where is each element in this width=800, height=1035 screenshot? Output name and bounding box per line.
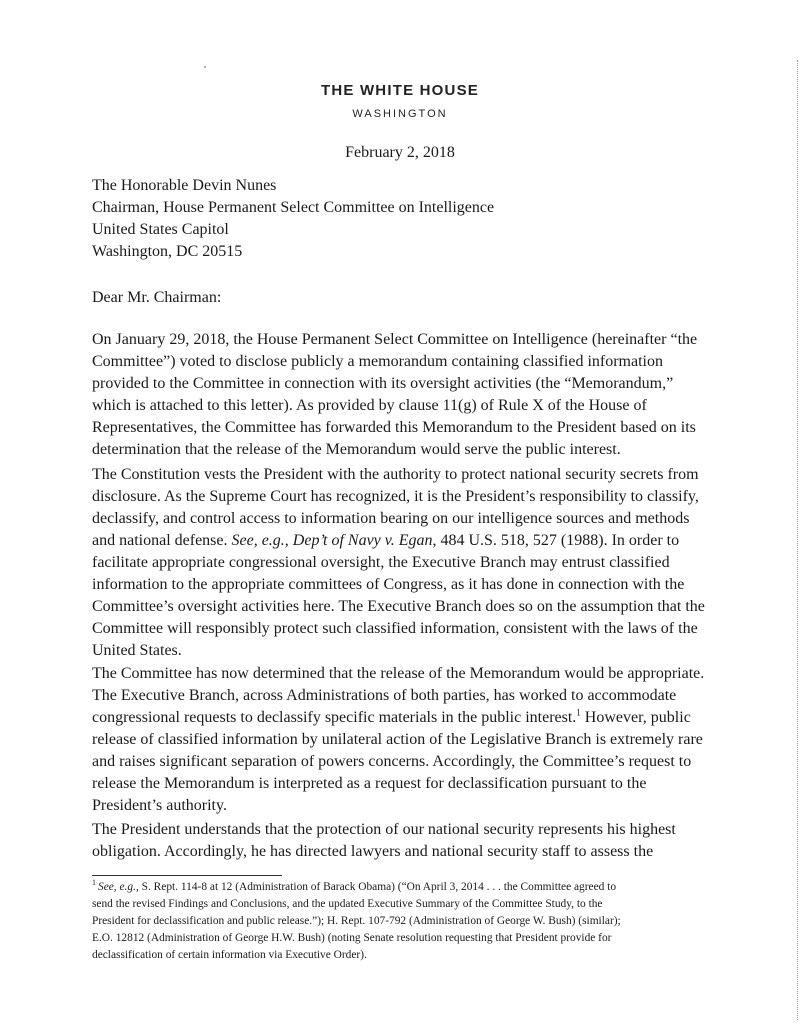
text-line: The Committee has now determined that the release of the Memorandum would be appropriate. (92, 665, 705, 682)
text-line (92, 707, 720, 729)
address-line: The Honorable Devin Nunes (92, 177, 277, 194)
text-line: send the revised Findings and Conclusions, and the updated Executive Summary of the Committee Study, to the (92, 898, 603, 910)
text-line: E.O. 12812 (Administration of George H.W. Bush) (noting Senate resolution requesting that President provide for (92, 932, 612, 944)
text-line: and raises significant separation of powers concerns. Accordingly, the Committee’s request to (92, 753, 692, 770)
text-line: Representatives, the Committee has forwarded this Memorandum to the President based on its (92, 419, 696, 436)
address-line: United States Capitol (92, 221, 229, 238)
text-span: , 484 U.S. 518, 527 (1988). In order to (432, 532, 680, 549)
text-line: which is attached to this letter). As provided by clause 11(g) of Rule X of the House of (92, 397, 647, 414)
paragraph-3 (92, 663, 720, 817)
footnote-citation: See, e.g., (98, 881, 139, 893)
letterhead-subtitle: WASHINGTON (352, 108, 448, 120)
text-line: The Constitution vests the President with the authority to protect national security secrets from (92, 466, 699, 483)
text-line: determination that the release of the Memorandum would serve the public interest. (92, 441, 621, 458)
text-span: congressional requests to declassify specific materials in the public interest. (92, 709, 577, 726)
text-line: President for declassification and public release.”); H. Rept. 107-792 (Administration of George W. Bush) (similar); (92, 915, 621, 927)
text-line: The Executive Branch, across Administrations of both parties, has worked to accommodate (92, 687, 677, 704)
text-line: disclosure. As the Supreme Court has recognized, it is the President’s responsibility to classify, (92, 488, 699, 505)
text-line: Committee’s oversight activities here. The Executive Branch does so on the assumption that the (92, 598, 705, 615)
footnote-marker: 1 (92, 878, 96, 888)
text-line: United States. (92, 642, 182, 659)
text-line: The President understands that the protection of our national security represents his highest (92, 821, 676, 838)
text-line: President’s authority. (92, 797, 227, 814)
text-line: provided to the Committee in connection with its oversight activities (the “Memorandum,” (92, 375, 674, 392)
scan-speck (204, 66, 206, 68)
text-span: S. Rept. 114-8 at 12 (Administration of Barack Obama) (“On April 3, 2014 . . . the Committee agreed to (138, 881, 617, 893)
text-line: obligation. Accordingly, he has directed lawyers and national security staff to assess the (92, 843, 654, 860)
text-span: However, public (580, 709, 691, 726)
text-line: declassify, and control access to information bearing on our intelligence sources and methods (92, 510, 690, 527)
paragraph-2 (92, 464, 720, 662)
letter-date: February 2, 2018 (345, 144, 455, 161)
text-line (92, 530, 720, 552)
text-line: Committee will responsibly protect such classified information, consistent with the laws of the (92, 620, 698, 637)
address-line: Chairman, House Permanent Select Committee on Intelligence (92, 199, 495, 216)
salutation: Dear Mr. Chairman: (92, 289, 222, 306)
text-line: declassification of certain information via Executive Order). (92, 949, 367, 961)
text-line: On January 29, 2018, the House Permanent Select Committee on Intelligence (hereinafter “the (92, 331, 698, 348)
paragraph-4 (92, 819, 720, 863)
footnote-1 (92, 879, 722, 964)
address-line: Washington, DC 20515 (92, 243, 243, 260)
scan-edge-dots (794, 60, 798, 1020)
case-citation: See, e.g., Dep’t of Navy v. Egan (231, 532, 433, 549)
text-span: and national defense. (92, 532, 232, 549)
paragraph-1 (92, 329, 720, 461)
letterhead-title: THE WHITE HOUSE (320, 82, 479, 99)
text-line: release of classified information by unilateral action of the Legislative Branch is extremely rare (92, 731, 703, 748)
text-line: facilitate appropriate congressional oversight, the Executive Branch may entrust classified (92, 554, 670, 571)
footnote-divider (92, 875, 282, 876)
recipient-address (92, 175, 712, 263)
text-line: release the Memorandum is interpreted as a request for declassification pursuant to the (92, 775, 647, 792)
text-line (92, 879, 722, 896)
text-line: Committee”) voted to disclose publicly a memorandum containing classified information (92, 353, 663, 370)
footnote-reference: 1 (576, 707, 581, 718)
text-line: information to the appropriate committees of Congress, as it has done in connection with the (92, 576, 685, 593)
